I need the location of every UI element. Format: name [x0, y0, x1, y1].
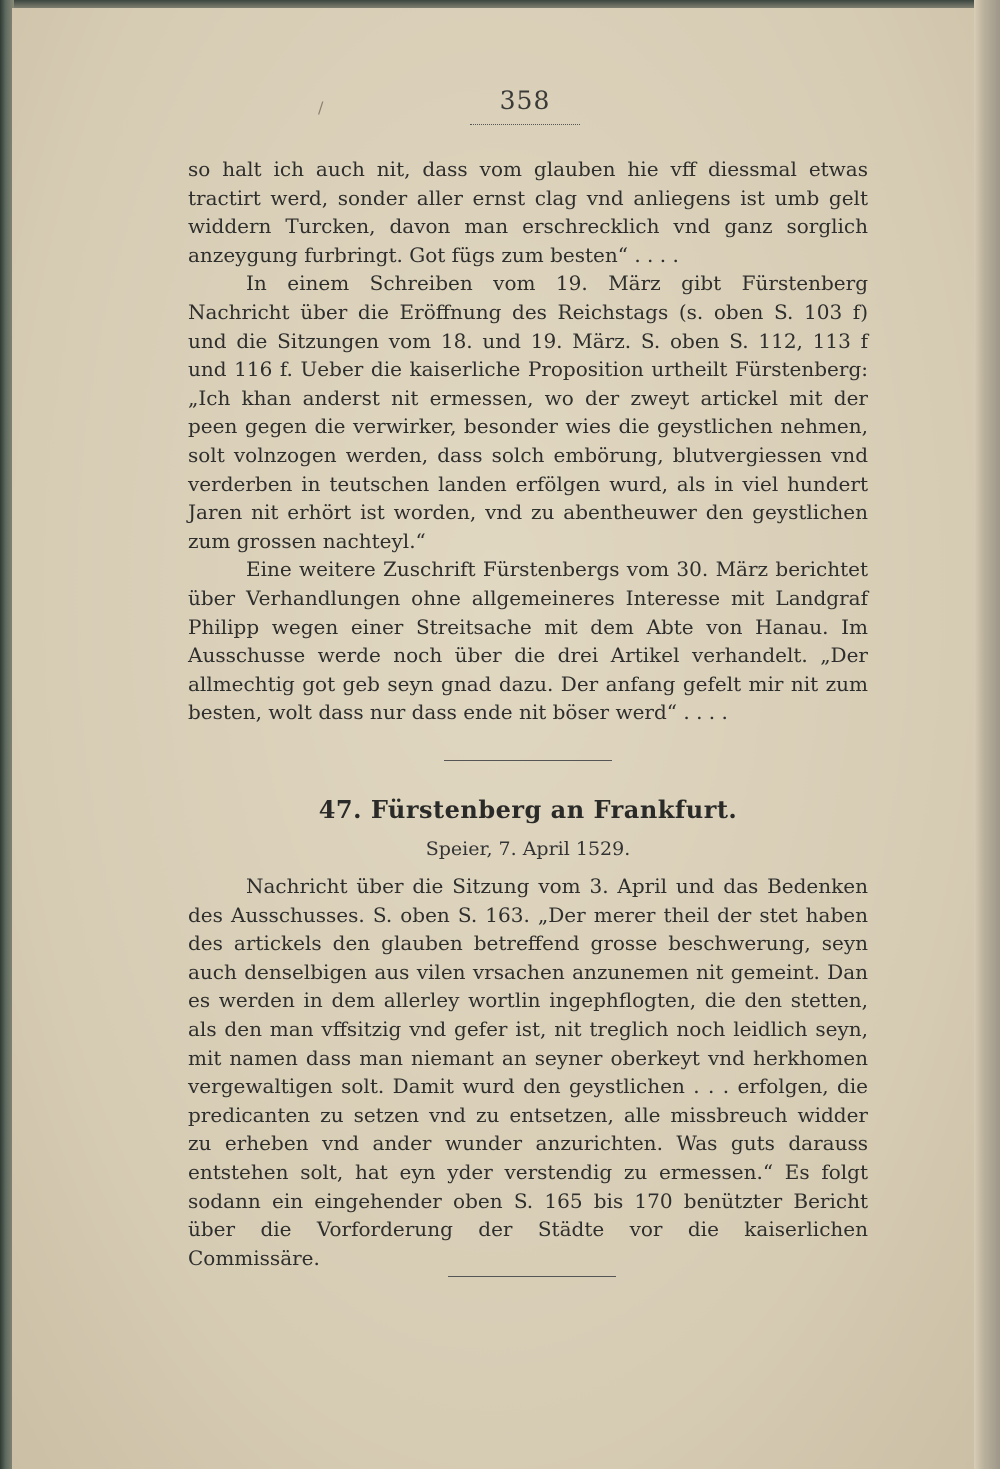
section-heading: 47. Fürstenberg an Frankfurt. — [318, 795, 738, 824]
dateline: Speier, 7. April 1529. — [425, 838, 631, 860]
paragraph-continuation: so halt ich auch nit, dass vom glauben hie vff diessmal etwas tractirt werd, sonder aller ernst clag vnd anliegens ist umb gelt widdern Turcken, davon man erschrecklich vnd ganz sorglich anzeygung furbringt. Got fügs zum besten“ . . . . — [188, 157, 868, 267]
section-divider — [444, 760, 612, 761]
paragraph-30-march: Eine weitere Zuschrift Fürstenbergs vom 30. März berichtet über Verhandlungen ohne allgemeineres Interesse mit Landgraf Philipp wegen einer Streitsache mit dem Abte von Hanau. Im Ausschusse werde noch über die drei Artikel verhandelt. „Der allmechtig got geb seyn gnad dazu. Der anfang gefelt mir nit zum besten, wolt dass nur dass ende nit böser werd“ . . . . — [188, 557, 868, 725]
page-number-underline — [470, 122, 580, 125]
paragraph-section-47: Nachricht über die Sitzung vom 3. April und das Bedenken des Ausschusses. S. oben S. 163. „Der merer theil der stet haben des artickels den glauben betreffend grosse beschwerung, seyn auch denselbigen aus vilen vrsachen anzunemen nit gemeint. Dan es werden in dem allerley wortlin ingephflogten, die den stetten, als den man vffsitzig vnd gefer ist, nit treglich noch leidlich seyn, mit namen dass man niemant an seyner oberkeyt vnd herkhomen vergewaltigen solt. Damit wurd den geystlichen . . . erfolgen, die predicanten zu setzen vnd zu entsetzen, alle missbreuch widder zu erheben vnd ander wunder anzurichten. Was guts darauss entstehen solt, hat eyn yder verstendig zu ermessen.“ Es folgt sodann ein eingehender oben S. 165 bis 170 benützter Bericht über die Vorforderung der Städte vor die kaiserlichen Commissäre. — [188, 874, 868, 1270]
body-text-top — [188, 155, 868, 727]
body-text-section-47 — [188, 872, 868, 1272]
end-divider — [448, 1276, 616, 1277]
page-edge-right — [974, 0, 1000, 1469]
page-number: 358 — [499, 86, 551, 115]
stray-pencil-mark: / — [318, 98, 324, 117]
paragraph-19-march: In einem Schreiben vom 19. März gibt Fürstenberg Nachricht über die Eröffnung des Reichstags (s. oben S. 103 f) und die Sitzungen vom 18. und 19. März. S. oben S. 112, 113 f und 116 f. Ueber die kaiserliche Proposition urtheilt Fürstenberg: „Ich khan anderst nit ermessen, wo der zweyt artickel mit der peen gegen die verwirker, besonder wies die geystlichen nehmen, solt volnzogen werden, dass solch embörung, blutvergiessen vnd verderben in teutschen landen erfölgen wurd, als in viel hundert Jaren nit erhört ist worden, vnd zu abentheuwer den geystlichen zum grossen nachteyl.“ — [188, 271, 868, 553]
